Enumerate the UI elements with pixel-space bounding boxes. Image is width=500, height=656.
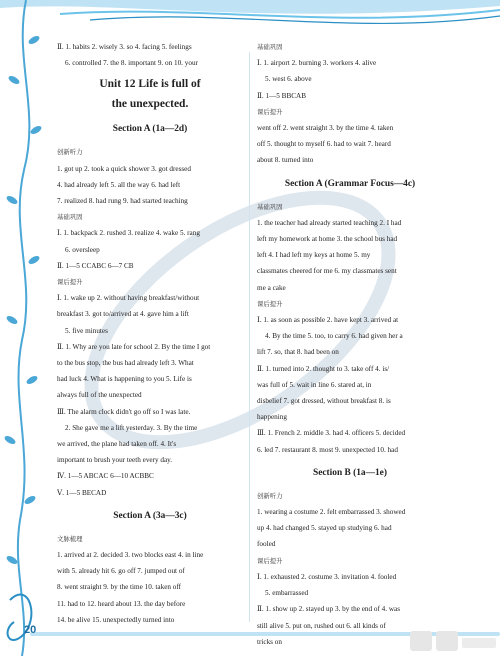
answer-line: 4. had already left 5. all the way 6. had left [57,180,181,189]
subsection-label: 基础巩固 [257,43,283,51]
answer-line: up 4. had changed 5. stayed up studying 6. had [257,524,392,533]
answer-line: Ⅱ. 1. habits 2. wisely 3. so 4. facing 5. feelings [57,43,192,51]
unit-title-line: Unit 12 Life is full of [99,78,201,91]
answer-line: still alive 5. put on, rushed out 6. all kinds of [257,621,386,630]
subsection-label: 课后提升 [257,107,283,116]
answer-line: breakfast 3. got to/arrived at 4. gave him a lift [57,310,189,319]
answer-line: tricks on [257,637,282,646]
answer-line: Ⅱ. 1. show up 2. stayed up 3. by the end of 4. was [257,605,401,614]
header-wave-decoration [0,0,500,44]
section-heading: Section A (1a—2d) [112,124,188,135]
section-heading: Section A (Grammar Focus—4c) [284,178,416,189]
section-heading: Section B (1a—1e) [313,467,387,478]
answer-line: Ⅴ. 1—5 BECAD [57,488,107,497]
answer-line: we arrived, the plane had taken off. 4. It's [57,440,177,449]
unit-title-line: the unexpected. [111,98,189,111]
answer-line: left my homework at home 3. the school bus had [257,235,398,244]
answer-line: Ⅱ. 1. turned into 2. thought to 3. take off 4. is/ [257,364,390,373]
answer-line: lift 7. so, that 8. had been on [257,348,339,357]
answer-line: Ⅱ. 1. Why are you late for school 2. By the time I got [57,342,211,351]
answer-line: 4. By the time 5. too, to carry 6. had given her a [265,332,403,341]
answer-line: happening [257,413,287,422]
answer-line: Ⅲ. 1. French 2. middle 3. had 4. officers 5. decided [257,429,406,438]
answer-line: left 4. I had left my keys at home 5. my [257,251,371,260]
answer-line: 5. five minutes [65,326,108,335]
right-column [257,39,443,650]
subsection-label: 创新听力 [57,148,83,157]
subsection-label: 基础巩固 [257,202,283,211]
answer-line: 7. realized 8. had rung 9. had started teaching [57,197,188,206]
answer-line: Ⅰ. 1. wake up 2. without having breakfast/without [57,294,200,303]
answer-line: Ⅲ. The alarm clock didn't go off so I was late. [57,407,191,416]
answer-line: to the bus stop, the bus had already left 3. What [57,359,194,368]
answer-line: 1. wearing a costume 2. felt embarrassed 3. showed [257,508,406,517]
answer-line: Ⅱ. 1—5 BBCAB [257,91,307,100]
answer-line: 1. the teacher had already started teaching 2. I had [257,218,402,227]
left-column [57,39,243,628]
answer-line: off 5. thought to myself 6. had to wait 7. heard [257,140,391,149]
section-heading: Section A (3a—3c) [113,510,187,521]
answer-line: 11. had to 12. heard about 13. the day before [57,599,186,608]
site-logo [408,628,498,654]
answer-line: Ⅱ. 1—5 CCABC 6—7 CB [57,261,134,270]
subsection-label: 基础巩固 [57,213,83,222]
column-divider [249,52,250,622]
subsection-label: 课后提升 [57,278,83,287]
page-number: 20 [24,624,37,636]
answer-line: 14. be alive 15. unexpectedly turned into [57,615,175,624]
answer-line: disbelief 7. got dressed, without breakfast 8. is [257,397,391,406]
answer-line: always full of the unexpected [57,391,142,400]
answer-line: 5. west 6. above [265,75,312,84]
answer-line: had luck 4. What is happening to you 5. Life is [57,375,192,384]
answer-line: was full of 5. wait in line 6. stared at, in [257,380,372,389]
answer-line: classmates cheered for me 6. my classmates sent [257,267,397,276]
answer-line: 6. controlled 7. the 8. important 9. on 10. your [65,59,198,68]
vine-decoration [0,0,52,656]
answer-line: Ⅰ. 1. exhausted 2. costume 3. invitation 4. fooled [257,572,397,581]
unit-title [57,74,243,114]
answer-line: Ⅰ. 1. backpack 2. rushed 3. realize 4. wake 5. rang [57,229,200,238]
subsection-label: 课后提升 [257,556,283,565]
subsection-label: 课后提升 [257,299,283,308]
answer-line: important to brush your teeth every day. [57,456,173,465]
answer-line: with 5. already hit 6. go off 7. jumped out of [57,567,185,576]
answer-line: 1. got up 2. took a quick shower 3. got dressed [57,164,191,173]
subsection-label: 创新听力 [257,491,283,500]
answer-line: went off 2. went straight 3. by the time 4. taken [257,124,394,133]
answer-line: 8. went straight 9. by the time 10. taken off [57,583,182,592]
answer-line: me a cake [257,283,286,292]
subsection-label: 文脉梳理 [57,534,83,543]
answer-line: 2. She gave me a lift yesterday. 3. By the time [65,423,198,432]
answer-line: 6. oversleep [65,245,100,254]
answer-line: about 8. turned into [257,156,314,165]
answer-line: fooled [257,540,276,549]
answer-line: 6. led 7. restaurant 8. most 9. unexpected 10. had [257,445,398,454]
answer-line: Ⅰ. 1. airport 2. burning 3. workers 4. alive [257,59,377,68]
answer-line: 1. arrived at 2. decided 3. two blocks east 4. in line [57,551,204,560]
answer-line: 5. embarrassed [265,589,309,598]
answer-line: Ⅰ. 1. as soon as possible 2. have kept 3. arrived at [257,316,399,325]
answer-line: Ⅳ. 1—5 ABCAC 6—10 ACBBC [57,472,154,481]
